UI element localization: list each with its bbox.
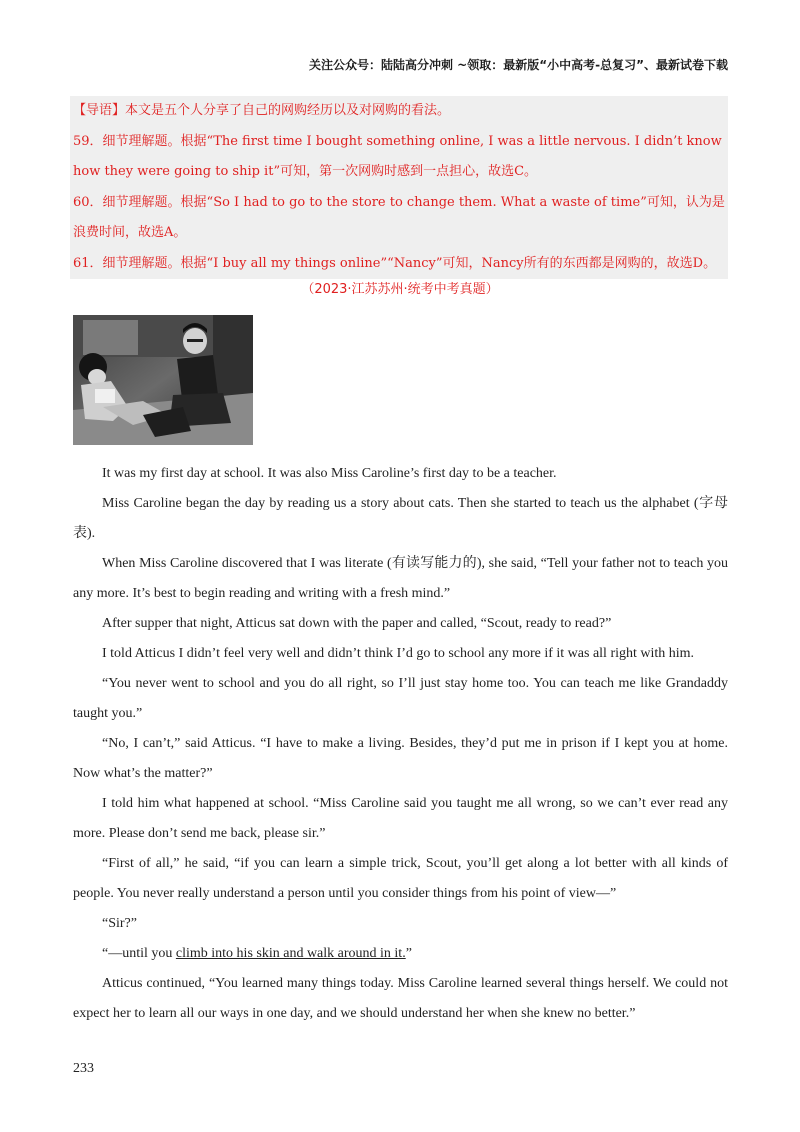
story-paragraph: “No, I can’t,” said Atticus. “I have to make a living. Besides, they’d put me in prison if I kept you at home. Now what’s the matter?”	[73, 736, 728, 781]
underlined-phrase: climb into his skin and walk around in it.	[175, 946, 406, 961]
answer-59: 59．细节理解题。根据“The first time I bought something online, I was a little nervous. I didn’t know how they were going to ship it”可知，第一次网购时感到一点担心，故选C。	[73, 133, 722, 179]
story-paragraph: I told Atticus I didn’t feel very well and didn’t think I’d go to school any more if it was all right with him.	[102, 646, 695, 661]
story-paragraph: When Miss Caroline discovered that I was literate (有读写能力的), she said, “Tell your father not to teach you any more. It’s best to begin reading and writing with a fresh mind.”	[73, 556, 728, 601]
page-number: 233	[73, 1061, 94, 1076]
answer-61: 61．细节理解题。根据“I buy all my things online”“Nancy”可知，Nancy所有的东西都是网购的，故选D。	[73, 255, 717, 271]
p11-suffix: ”	[405, 946, 412, 961]
story-paragraph: Miss Caroline began the day by reading us a story about cats. Then she started to teach us the alphabet (字母表).	[73, 496, 728, 541]
answer-intro: 【导语】本文是五个人分享了自己的网购经历以及对网购的看法。	[73, 103, 451, 118]
story-paragraph: “First of all,” he said, “if you can learn a simple trick, Scout, you’ll get along a lot better with all kinds of people. You never really understand a person until you consider things from his point of view—”	[73, 856, 728, 901]
question-source: （2023·江苏苏州·统考中考真题）	[301, 282, 499, 297]
story-paragraph: After supper that night, Atticus sat down with the paper and called, “Scout, ready to read?”	[102, 616, 612, 631]
story-paragraph: It was my first day at school. It was also Miss Caroline’s first day to be a teacher.	[102, 466, 557, 481]
story-paragraph-underlined	[73, 939, 728, 969]
answer-explanation-box	[70, 96, 728, 279]
p11-prefix: “—until you	[102, 946, 176, 961]
page-header: 关注公众号：陆陆高分冲刺 ~领取：最新版“小中高考-总复习”、最新试卷下载	[309, 58, 728, 72]
story-passage	[73, 459, 728, 1029]
answer-60: 60．细节理解题。根据“So I had to go to the store to change them. What a waste of time”可知，认为是浪费时间，故选A。	[73, 194, 725, 240]
story-paragraph: “You never went to school and you do all right, so I’ll just stay home too. You can teach me like Grandaddy taught you.”	[73, 676, 728, 721]
story-paragraph: “Sir?”	[102, 916, 137, 931]
story-paragraph: Atticus continued, “You learned many things today. Miss Caroline learned several things herself. We could not expect her to learn all our ways in one day, and we should understand her when she knew no better.”	[73, 976, 728, 1021]
story-paragraph: I told him what happened at school. “Miss Caroline said you taught me all wrong, so we can’t ever read any more. Please don’t send me back, please sir.”	[73, 796, 728, 841]
story-photo	[73, 315, 253, 445]
